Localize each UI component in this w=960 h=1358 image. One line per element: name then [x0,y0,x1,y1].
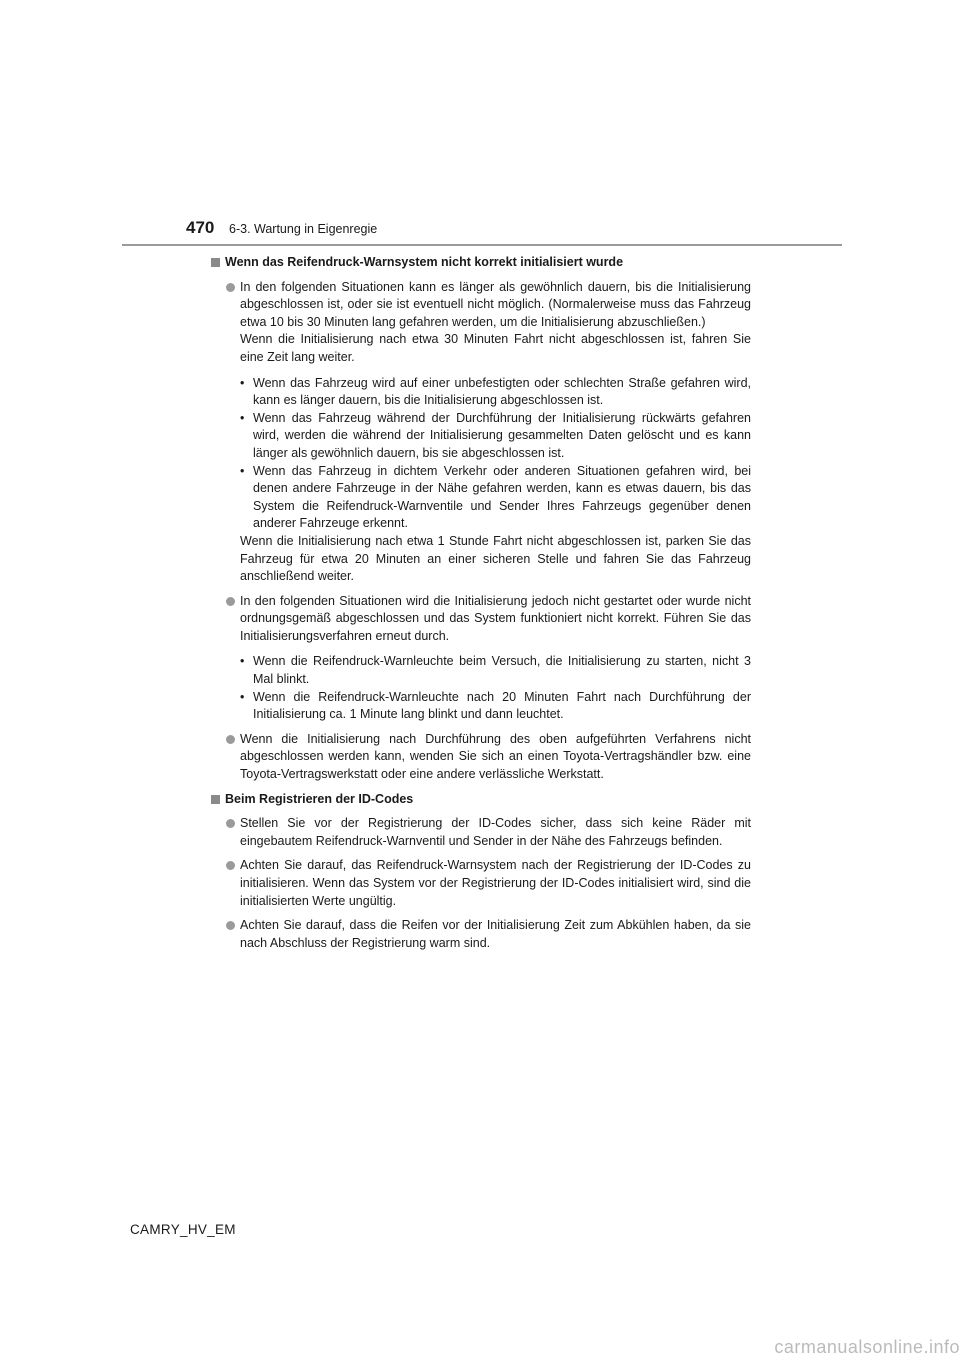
item-text: Stellen Sie vor der Registrierung der ID-Codes sicher, dass sich keine Räder mit eingebautem Reifendruck-Warnventil und Sender in der Nähe des Fahrzeugs befinden. [240,816,751,848]
circle-bullet-icon [226,597,235,606]
circle-bullet-icon [226,921,235,930]
sub-list-item: • Wenn das Fahrzeug in dichtem Verkehr oder anderen Situationen gefahren wird, bei denen andere Fahrzeuge in der Nähe gefahren werden, kann es etwas dauern, bis das System die Reifendruck-Warnventile und Sender Ihres Fahrzeugs gegenüber denen anderer Fahrzeuge erkennt. [240,463,751,531]
content-body [211,254,751,959]
item-text: In den folgenden Situationen kann es länger als gewöhnlich dauern, bis die Initialisierung abgeschlossen ist, oder sie ist eventuell nicht möglich. (Normalerweise muss das Fahrzeug etwa 10 bis 30 Minuten lang gefahren werden, um die Initialisierung abzuschließen.) [240,279,751,329]
square-bullet-icon [211,258,220,267]
square-bullet-icon [211,795,220,804]
list-item [211,593,751,724]
circle-bullet-icon [226,735,235,744]
sub-list-item: • Wenn das Fahrzeug während der Durchführung der Initialisierung rückwärts gefahren wird, werden die während der Initialisierung gesammelten Daten gelöscht und es kann länger als gewöhnlich dauern, bis sie abgeschlossen ist. [240,410,751,460]
sub-list-item: • Wenn das Fahrzeug wird auf einer unbefestigten oder schlechten Straße gefahren wird, kann es länger dauern, bis die Initialisierung abgeschlossen ist. [240,375,751,408]
header-divider [122,244,842,246]
dot-bullet-icon: • [240,689,245,704]
circle-bullet-icon [226,819,235,828]
item-text: Achten Sie darauf, dass die Reifen vor der Initialisierung Zeit zum Abkühlen haben, da sie nach Abschluss der Registrierung warm sind. [240,918,751,950]
circle-bullet-icon [226,283,235,292]
heading-text: Wenn das Reifendruck-Warnsystem nicht korrekt initialisiert wurde [225,255,624,269]
list-item [211,815,751,850]
item-text: Achten Sie darauf, das Reifendruck-Warnsystem nach der Registrierung der ID-Codes zu initialisieren. Wenn das System vor der Registrierung der ID-Codes initialisiert wird, sind die initialisierten Werte ungültig. [240,858,751,908]
sub-list [240,653,751,723]
watermark: carmanualsonline.info [774,1337,960,1357]
sub-list [240,375,751,533]
item-text: In den folgenden Situationen wird die Initialisierung jedoch nicht gestartet oder wurde nicht ordnungsgemäß abgeschlossen und das System funktioniert nicht korrekt. Führen Sie das Initialisierungsverfahren erneut durch. [240,593,751,643]
section-title: 6-3. Wartung in Eigenregie [229,222,378,236]
list-item [211,279,751,586]
dot-bullet-icon: • [240,410,245,425]
dot-bullet-icon: • [240,654,245,669]
section-heading-initialization [211,254,751,272]
dot-bullet-icon: • [240,375,245,390]
circle-bullet-icon [226,861,235,870]
list-item [211,731,751,784]
item-text: Wenn die Initialisierung nach Durchführung des oben aufgeführten Verfahrens nicht abgeschlossen werden kann, wenden Sie sich an einen Toyota-Vertragshändler bzw. eine Toyota-Vertragswerkstatt oder eine andere verlässliche Werkstatt. [240,731,751,782]
list-item [211,917,751,952]
sub-list-item: • Wenn die Reifendruck-Warnleuchte beim Versuch, die Initialisierung zu starten, nicht 3 Mal blinkt. [240,654,751,687]
item-text-continued: Wenn die Initialisierung nach etwa 30 Minuten Fahrt nicht abgeschlossen ist, fahren Sie eine Zeit lang weiter. [240,332,751,364]
list-item [211,857,751,910]
sub-list-item: • Wenn die Reifendruck-Warnleuchte nach 20 Minuten Fahrt nach Durchführung der Initialisierung ca. 1 Minute lang blinkt und dann leuchtet. [240,689,751,722]
dot-bullet-icon: • [240,463,245,478]
section-heading-id-codes [211,791,751,809]
heading-text: Beim Registrieren der ID-Codes [225,791,414,806]
page-number: 470 [186,218,215,237]
item-followup-text: Wenn die Initialisierung nach etwa 1 Stunde Fahrt nicht abgeschlossen ist, parken Sie das Fahrzeug für etwa 20 Minuten an einer sicheren Stelle und fahren Sie das Fahrzeug anschließend weiter. [240,533,751,584]
footer-model-code: CAMRY_HV_EM [130,1222,236,1237]
